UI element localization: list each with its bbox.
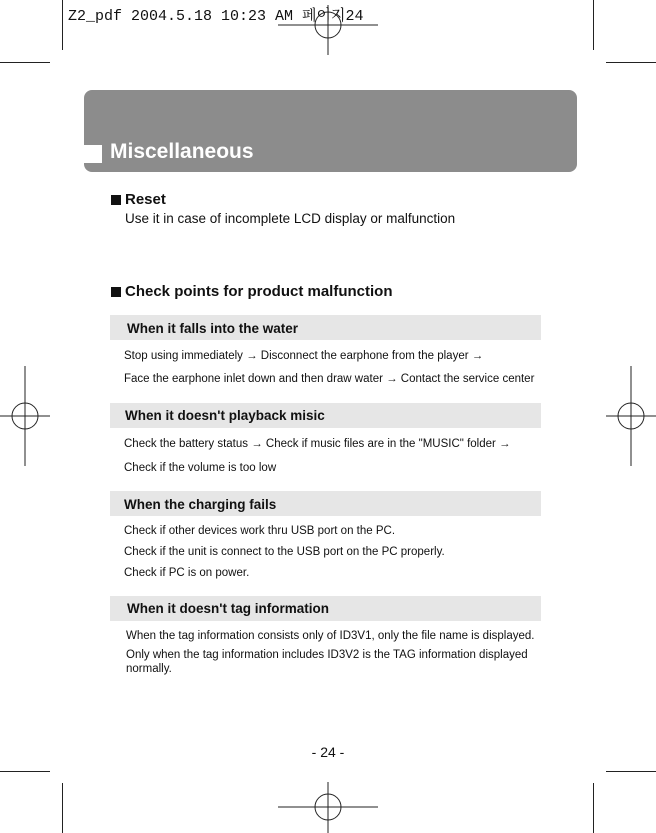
crop-mark-bottom-right-h xyxy=(606,771,656,772)
section-line: normally. xyxy=(126,663,172,675)
crop-mark-bottom-left-h xyxy=(0,771,50,772)
section-line: Check if the unit is connect to the USB port on the PC properly. xyxy=(124,546,445,558)
registration-mark-bottom-icon xyxy=(278,782,378,833)
registration-mark-right-icon xyxy=(606,366,656,466)
section-line: Check if the volume is too low xyxy=(124,462,277,474)
page-number: - 24 - xyxy=(311,744,345,760)
crop-mark-top-right-h xyxy=(606,62,656,63)
section-title: When it doesn't tag information xyxy=(127,601,329,616)
crop-mark-bottom-left-v xyxy=(62,783,63,833)
reset-text: Use it in case of incomplete LCD display or malfunction xyxy=(125,211,456,226)
crop-mark-top-left-h xyxy=(0,62,50,63)
section-line: Check if PC is on power. xyxy=(124,567,250,579)
crop-mark-top-left-v xyxy=(62,0,63,50)
section-line: Check if other devices work thru USB port on the PC. xyxy=(124,525,396,537)
crop-mark-top-right-v xyxy=(593,0,594,50)
square-bullet-icon xyxy=(111,287,121,297)
section-line: Check the battery status → Check if music files are in the "MUSIC" folder → xyxy=(124,438,511,450)
square-bullet-icon xyxy=(111,195,121,205)
crop-mark-bottom-right-v xyxy=(593,783,594,833)
banner-square-icon xyxy=(84,145,102,163)
registration-mark-left-icon xyxy=(0,366,50,466)
check-heading: Check points for product malfunction xyxy=(125,283,393,300)
section-line: Face the earphone inlet down and then draw water → Contact the service center xyxy=(124,373,535,385)
print-stamp: Z2_pdf 2004.5.18 10:23 AM 페이지24 xyxy=(68,8,364,25)
reset-heading: Reset xyxy=(125,191,166,208)
section-title: When it doesn't playback misic xyxy=(125,408,325,423)
section-line: When the tag information consists only of ID3V1, only the file name is displayed. xyxy=(126,630,535,642)
section-line: Stop using immediately → Disconnect the earphone from the player → xyxy=(124,350,484,362)
section-line: Only when the tag information includes ID3V2 is the TAG information displayed xyxy=(126,649,528,661)
section-title: When it falls into the water xyxy=(127,321,299,336)
page-title: Miscellaneous xyxy=(110,140,254,163)
section-title: When the charging fails xyxy=(124,497,277,512)
